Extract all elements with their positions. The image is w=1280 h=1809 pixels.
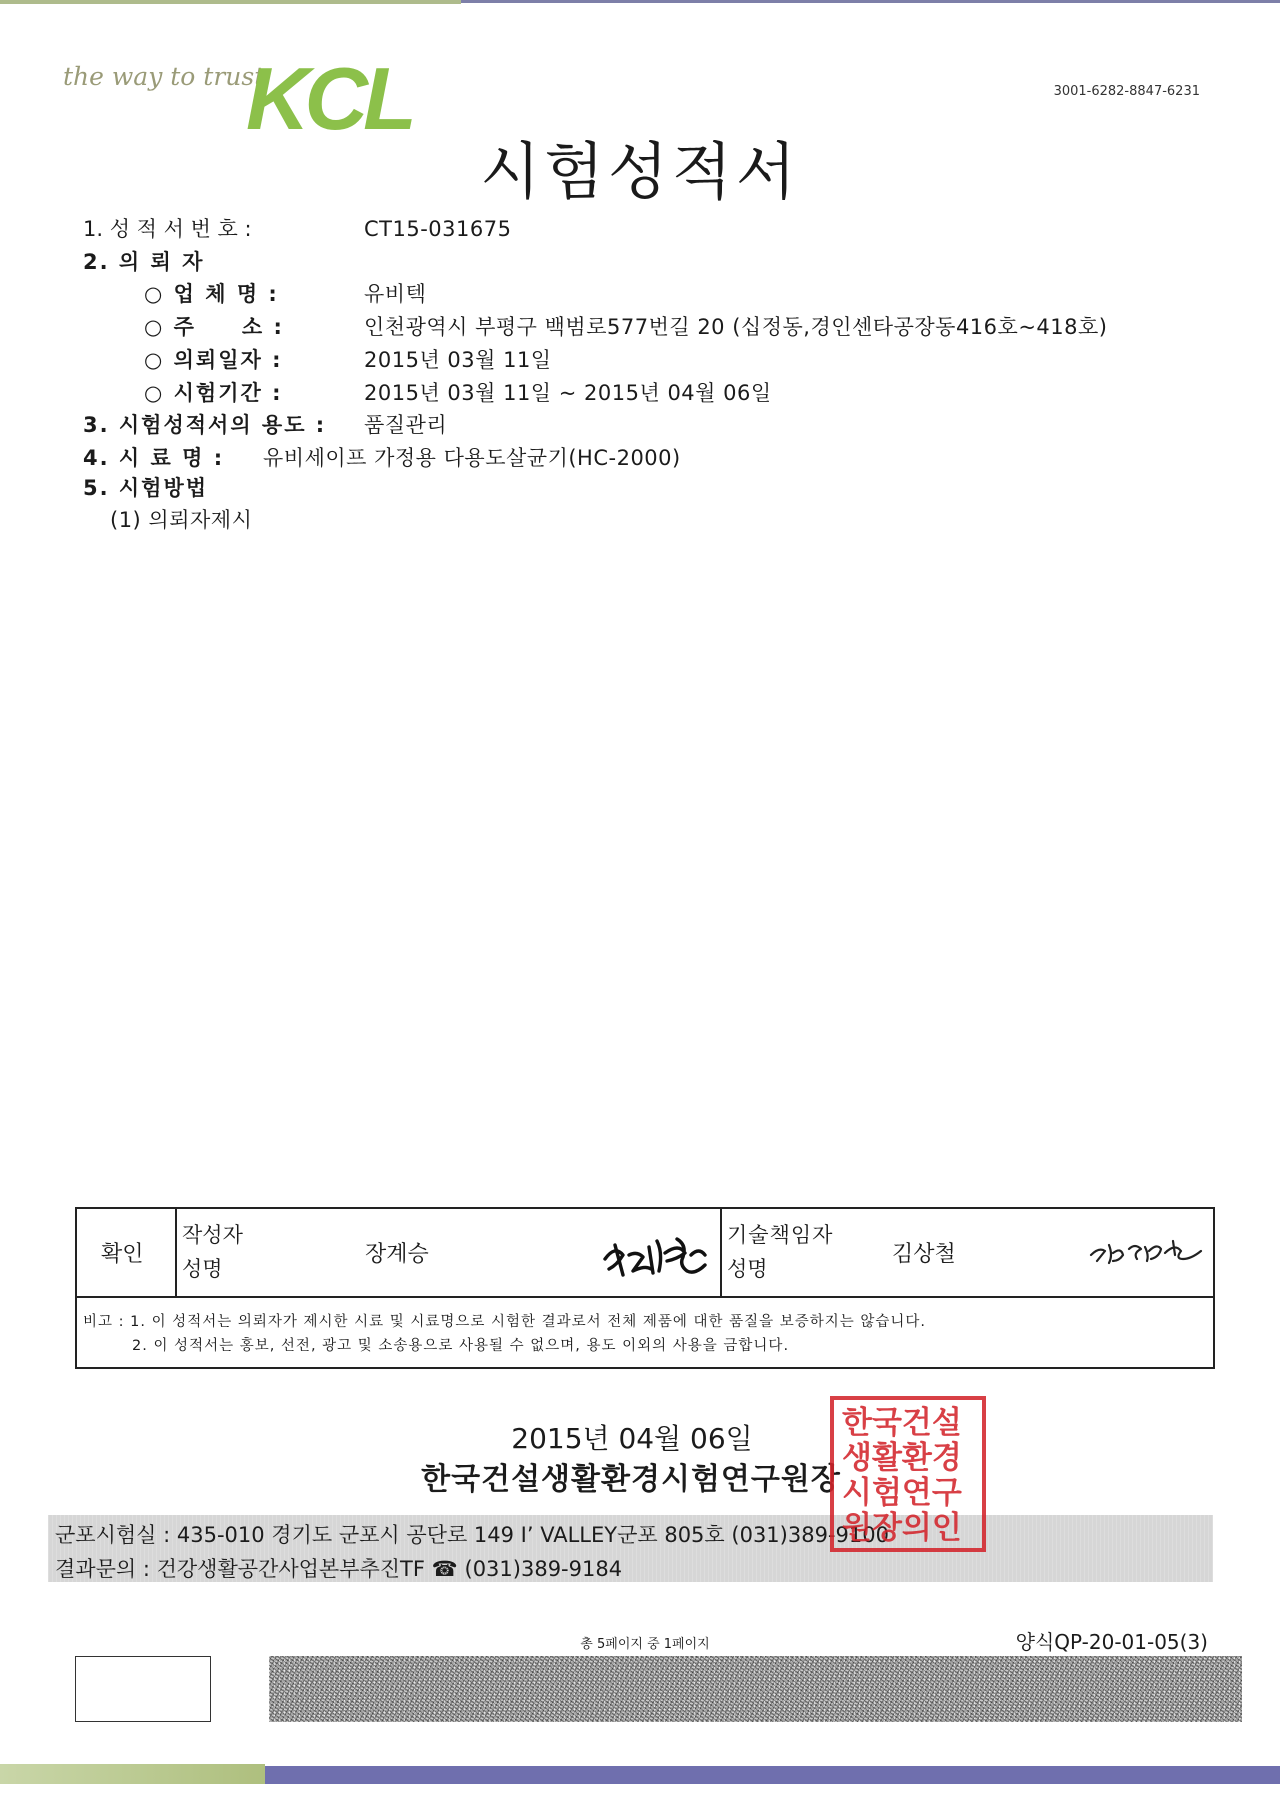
purpose-value: 품질관리 xyxy=(364,413,448,437)
confirmation-table xyxy=(75,1207,1215,1369)
note-2: 2. 이 성적서는 홍보, 선전, 광고 및 소송용으로 사용될 수 없으며, 용도 이외의 사용을 금합니다. xyxy=(132,1338,790,1354)
bottom-bar-purple xyxy=(265,1766,1280,1784)
client-label: 2. 의 뢰 자 xyxy=(83,250,205,274)
sample-value: 유비세이프 가정용 다용도살균기(HC-2000) xyxy=(263,446,681,470)
lab-address: 435-010 경기도 군포시 공단로 149 I’ VALLEY군포 805호 (031)389-9100 xyxy=(176,1523,889,1547)
seal-row: 시험연구 xyxy=(842,1475,962,1511)
bottom-bar-green xyxy=(0,1764,265,1784)
inquiry-phone: (031)389-9184 xyxy=(464,1557,623,1581)
writer-name: 장계승 xyxy=(365,1242,429,1267)
company-value: 유비텍 xyxy=(364,282,427,306)
method-value: (1) 의뢰자제시 xyxy=(110,508,253,532)
report-no-value: CT15-031675 xyxy=(364,217,512,241)
kcl-logo: KCL xyxy=(246,49,412,148)
inquiry-label: 결과문의 xyxy=(55,1557,137,1581)
report-no-label: 1. 성 적 서 번 호 : xyxy=(83,217,252,241)
tech-name: 김상철 xyxy=(892,1242,956,1267)
address-label: ○ 주 소 : xyxy=(144,315,284,339)
page-title: 시험성적서 xyxy=(480,135,800,208)
table-row-divider xyxy=(77,1296,1213,1298)
document-number: 3001-6282-8847-6231 xyxy=(1053,84,1200,99)
request-date-label: ○ 의뢰일자 : xyxy=(144,348,283,372)
blank-box xyxy=(75,1656,211,1722)
security-pattern xyxy=(269,1656,1242,1722)
inquiry-line xyxy=(55,1553,622,1583)
lab-label: 군포시험실 xyxy=(55,1523,157,1547)
writer-name-label: 성명 xyxy=(182,1257,223,1281)
seal-row: 원장의인 xyxy=(842,1510,962,1546)
seal-row: 생활환경 xyxy=(842,1440,962,1476)
contact-band xyxy=(48,1515,1213,1582)
table-divider xyxy=(175,1209,177,1296)
method-label: 5. 시험방법 xyxy=(83,476,209,500)
phone-icon: ☎ xyxy=(431,1557,458,1581)
lab-separator: : xyxy=(163,1523,177,1547)
form-code: 양식QP-20-01-05(3) xyxy=(1015,1630,1208,1654)
seal-row: 한국건설 xyxy=(842,1405,962,1441)
address-value: 인천광역시 부평구 백범로577번길 20 (십정동,경인센타공장동416호~418호) xyxy=(364,315,1108,339)
inquiry-dept: 건강생활공간사업본부추진TF xyxy=(156,1557,425,1581)
test-period-label: ○ 시험기간 : xyxy=(144,381,283,405)
lab-address-line xyxy=(55,1519,889,1549)
table-divider xyxy=(720,1209,722,1296)
tech-name-label: 성명 xyxy=(727,1257,768,1281)
official-seal xyxy=(830,1396,986,1552)
logo-tagline: the way to trust xyxy=(63,62,265,91)
top-bar-green xyxy=(0,0,461,4)
sample-label: 4. 시 료 명 : xyxy=(83,446,225,470)
top-bar-purple xyxy=(461,0,1280,3)
confirm-label: 확인 xyxy=(101,1242,144,1267)
request-date-value: 2015년 03월 11일 xyxy=(364,348,552,372)
purpose-label: 3. 시험성적서의 용도 : xyxy=(83,413,327,437)
notes-line-1 xyxy=(83,1310,926,1331)
tech-role: 기술책임자 xyxy=(727,1223,834,1247)
notes-label: 비고 : xyxy=(83,1314,125,1330)
inquiry-separator: : xyxy=(142,1557,157,1581)
issue-date: 2015년 04월 06일 xyxy=(511,1422,753,1455)
tech-signature xyxy=(1087,1231,1205,1271)
writer-signature xyxy=(599,1225,717,1281)
issuer-name: 한국건설생활환경시험연구원장 xyxy=(421,1462,841,1497)
page-info: 총 5페이지 중 1페이지 xyxy=(580,1637,710,1652)
writer-role: 작성자 xyxy=(182,1223,243,1247)
note-1: 1. 이 성적서는 의뢰자가 제시한 시료 및 시료명으로 시험한 결과로서 전체 제품에 대한 품질을 보증하지는 않습니다. xyxy=(130,1314,927,1330)
company-label: ○ 업 체 명 : xyxy=(144,282,279,306)
test-period-value: 2015년 03월 11일 ~ 2015년 04월 06일 xyxy=(364,381,772,405)
